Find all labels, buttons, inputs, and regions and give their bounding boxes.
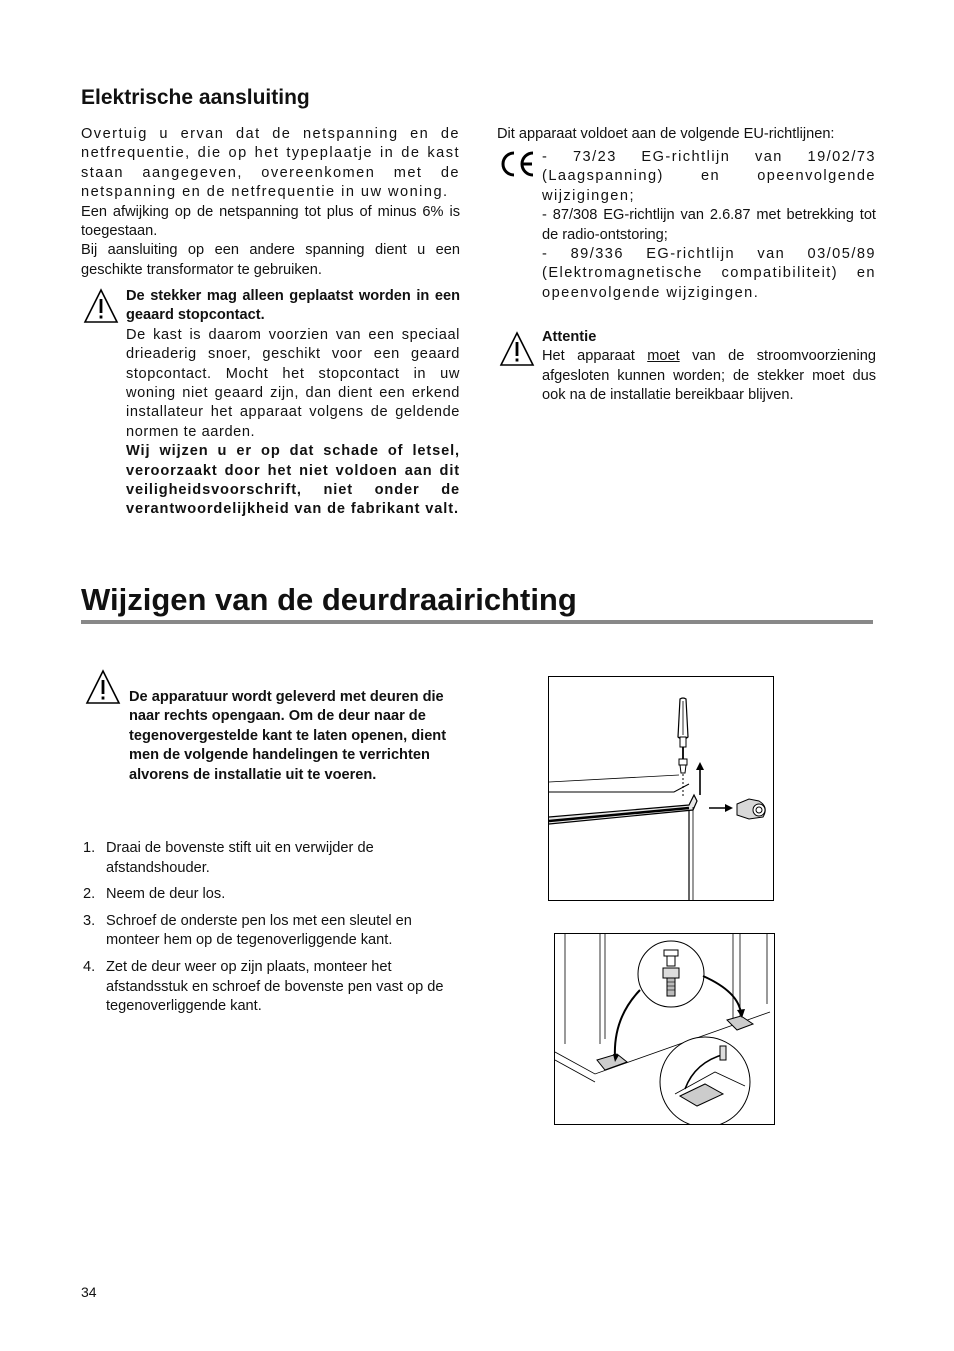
paragraph-tolerance: Een afwijking op de netspanning tot plus of minus 6% is toegestaan. bbox=[81, 203, 460, 240]
page-heading: Wijzigen van de deurdraairichting bbox=[81, 582, 577, 617]
step-number: 2. bbox=[83, 886, 96, 903]
attention-title: Attentie bbox=[542, 329, 597, 345]
eu-directive-item: - 73/23 EG-richtlijn van 19/02/73 (Laagspanning) en opeenvolgende wijzigingen; bbox=[542, 149, 876, 204]
step-text: Neem de deur los. bbox=[106, 886, 226, 903]
step-text: Draai de bovenste stift uit en verwijder de afstandshouder. bbox=[106, 840, 374, 876]
grounding-warning bbox=[126, 287, 460, 520]
grounding-warning-text: De kast is daarom voorzien van een speciaal drieaderig snoer, geschikt voor een geaard stopcontact. Mocht het stopcontact in uw woning niet geaard zijn, dan dient een erkend installateur het apparaat volgens de geldende normen te aarden. bbox=[126, 326, 460, 440]
liability-notice: Wij wijzen u er op dat schade of letsel, veroorzaakt door het niet voldoen aan dit veiligheidsvoorschrift, niet onder de verantwoordelijkheid van de fabrikant valt. bbox=[126, 443, 460, 518]
step-text: Zet de deur weer op zijn plaats, monteer het afstandsstuk en schroef de bovenste pen vast op de tegenoverliggende kant. bbox=[106, 958, 444, 1015]
step-item bbox=[81, 839, 461, 878]
step-number: 4. bbox=[83, 958, 96, 975]
section-title: Elektrische aansluiting bbox=[81, 86, 310, 109]
ce-mark-icon bbox=[497, 148, 537, 180]
attention-text-post: van de stroomvoorziening afgesloten kunnen worden; de stekker moet dus ook na de installatie bereikbaar blijven. bbox=[542, 348, 876, 404]
warning-triangle-icon bbox=[85, 669, 121, 705]
eu-directive-item: - 89/336 EG-richtlijn van 03/05/89 (Elektromagnetische compatibiliteit) en opeenvolgende wijzigingen. bbox=[542, 246, 876, 301]
figure-remove-top-pin bbox=[548, 676, 774, 901]
door-warning: De apparatuur wordt geleverd met deuren die naar rechts opengaan. Om de deur naar de tegenovergestelde kant te laten openen, dient men de volgende handelingen te verrichten alvorens de installatie uit te voeren. bbox=[129, 689, 447, 783]
step-number: 1. bbox=[83, 840, 96, 856]
paragraph-voltage: Overtuig u ervan dat de netspanning en de netfrequentie, die op het typeplaatje in de kast staan aangegeven, overeenkomen met de netspanning en de netfrequentie in uw woning. bbox=[81, 126, 460, 201]
attention-text-pre: Het apparaat bbox=[542, 348, 648, 365]
attention-text bbox=[542, 347, 876, 405]
step-item bbox=[81, 885, 461, 905]
eu-directive-item: - 87/308 EG-richtlijn van 2.6.87 met betrekking tot de radio-ontstoring; bbox=[542, 207, 876, 243]
heading-divider bbox=[81, 620, 873, 624]
page-number: 34 bbox=[81, 1284, 97, 1300]
electrical-body bbox=[81, 125, 460, 280]
attention-block bbox=[542, 328, 876, 406]
warning-triangle-icon bbox=[499, 331, 535, 367]
step-text: Schroef de onderste pen los met een sleutel en monteer hem op de tegenoverliggende kant. bbox=[106, 912, 412, 949]
attention-emphasis: moet bbox=[647, 348, 680, 365]
step-number: 3. bbox=[83, 912, 96, 929]
step-list bbox=[81, 839, 461, 1024]
eu-directives-list bbox=[542, 148, 876, 303]
grounding-warning-bold: De stekker mag alleen geplaatst worden in een geaard stopcontact. bbox=[126, 288, 460, 324]
step-item bbox=[81, 958, 461, 1017]
paragraph-transformer: Bij aansluiting op een andere spanning dient u een geschikte transformator te gebruiken. bbox=[81, 242, 460, 278]
warning-triangle-icon bbox=[83, 288, 119, 324]
step-item bbox=[81, 912, 461, 951]
figure-move-bottom-hinge bbox=[554, 933, 775, 1125]
eu-intro: Dit apparaat voldoet aan de volgende EU-richtlijnen: bbox=[497, 126, 835, 142]
